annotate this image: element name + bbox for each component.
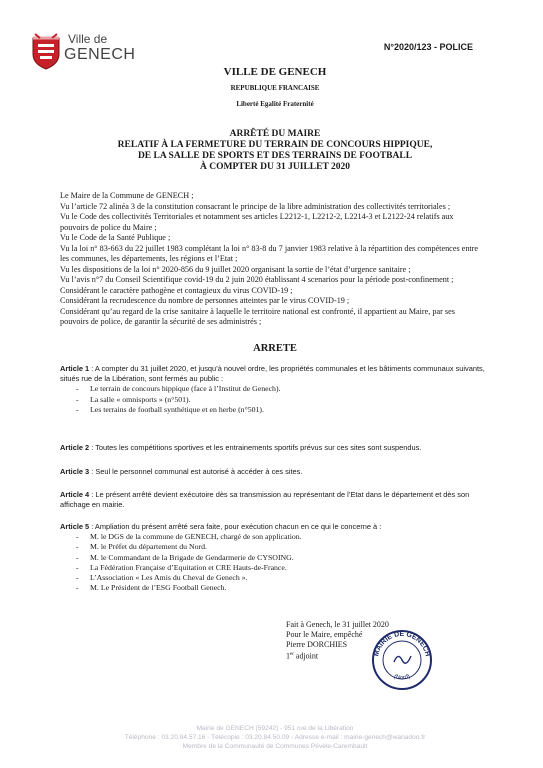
consideration-line: Vu le Code de la Santé Publique ; (60, 233, 171, 242)
list-item: - M. le DGS de la commune de GENECH, chargé de son application. (60, 532, 485, 542)
list-item: - Le terrain de concours hippique (face à l’Institut de Genech). (60, 384, 485, 394)
list-item: - La salle « omnisports » (n°501). (60, 395, 485, 405)
article-text: : Seul le personnel communal est autorisé à accéder à ces sites. (89, 467, 303, 476)
consideration-line: Considérant qu’au regard de la crise sanitaire à laquelle le territoire national est confronté, il appartient au Maire, par ses pouvoirs de police, de garantir la sécurité de ses administrés ; (60, 306, 455, 326)
consideration-line: Vu le Code des collectivités Territoriales et notamment ses articles L2212-1, L2212-2, L2214-3 et L2122-24 relatifs aux pouvoirs de police du Maire ; (60, 212, 454, 232)
article-5 (60, 522, 485, 593)
svg-text:(Nord) (393, 674, 411, 682)
footer-membership: Membre de la Communauté de Communes Pévèle-Carembault (182, 743, 368, 750)
consideration-line: Considérant la recrudescence du nombre de personnes atteintes par le virus COVID-19 ; (60, 296, 350, 305)
decree-title-line: RELATIF À LA FERMETURE DU TERRAIN DE CONCOURS HIPPIQUE, (117, 140, 433, 150)
decree-reference-number: N°2020/123 - POLICE (383, 42, 473, 52)
decree-title-line: DE LA SALLE DE SPORTS ET DES TERRAINS DE FOOTBALL (137, 151, 413, 161)
stamp-top-text: MAIRIE DE GENECH (373, 630, 431, 658)
list-item: - L’Association « Les Amis du Cheval de Genech ». (60, 573, 485, 583)
signatory-role: 1er adjoint (286, 651, 319, 661)
article-label: Article 2 (60, 443, 90, 452)
article-1 (60, 364, 485, 415)
decree-title-line: À COMPTER DU 31 JUILLET 2020 (200, 162, 350, 172)
list-item: - M. le Commandant de la Brigade de Gendarmerie de CYSOING. (60, 553, 485, 563)
list-item: - M. le Préfet du département du Nord. (60, 542, 485, 552)
logo-text-genech: GENECH (64, 46, 136, 63)
svg-text:MAIRIE DE GENECH (373, 631, 431, 657)
article-label: Article 5 (60, 522, 90, 531)
article-2 (60, 443, 485, 453)
article-label: Article 4 (60, 490, 90, 499)
consideration-line: Vu les dispositions de la loi n° 2020-856 du 9 juillet 2020 organisant la sortie de l’état d’urgence sanitaire ; (60, 264, 411, 274)
article-text: : Toutes les compétitions sportives et les entrainements sportifs prévus sur ces sites sont suspendus. (89, 443, 422, 452)
consideration-line: Le Maire de la Commune de GENECH ; (60, 191, 194, 200)
arrete-heading: ARRETE (253, 343, 297, 354)
footer-address: Mairie de GENECH (59242) - 951 rue de la Libération (196, 725, 354, 732)
article-label: Article 3 (60, 467, 90, 476)
consideration-line: Considérant le caractère pathogène et contagieux du virus COVID-19 ; (60, 285, 293, 295)
article-3 (60, 467, 485, 477)
legal-considerations (60, 191, 480, 328)
footer (40, 724, 510, 751)
motto-line: Liberté Egalité Fraternité (236, 100, 314, 108)
coat-of-arms-icon (30, 32, 62, 70)
closed-sites-list (60, 384, 485, 415)
recipients-list (60, 532, 485, 593)
mairie-stamp-icon (370, 628, 434, 692)
article-4 (60, 490, 485, 510)
consideration-line: Vu la loi n° 83-663 du 22 juillet 1983 complétant la loi n° 83-8 du 7 janvier 1983 relative à la répartition des compétences entre les communes, les départements, les régions et l’Etat ; (60, 243, 479, 263)
signature-on-behalf: Pour le Maire, empêché (286, 630, 363, 639)
list-item: - La Fédération Française d’Equitation et CRE Hauts-de-France. (60, 563, 485, 573)
consideration-line: Vu l’avis n°7 du Conseil Scientifique covid-19 du 2 juin 2020 établissant 4 scenarios pour la période post-confinement ; (60, 275, 454, 284)
stamp-bottom-text: (Nord) (392, 673, 412, 682)
article-text: : Le présent arrêté devient exécutoire dès sa transmission au représentant de l’Etat dans le département et dès son affichage en mairie. (60, 490, 470, 510)
logo-text-ville: Ville de (68, 32, 108, 46)
city-heading: VILLE DE GENECH (223, 66, 327, 78)
footer-contact: Téléphone : 03.20.84.57.16 - Télécopie : 03.20.84.50.09 - Adresse e-mail : mairie-genech@wanadoo.fr (124, 734, 426, 741)
republic-line: REPUBLIQUE FRANCAISE (230, 84, 320, 92)
article-text: : A compter du 31 juillet 2020, et jusqu’à nouvel ordre, les propriétés communales et les bâtiments communaux suivants, situés rue de la Libération, sont fermés au public : (60, 364, 485, 384)
consideration-line: Vu l’article 72 alinéa 3 de la constitution consacrant le principe de la libre administration des collectivités territoriales ; (60, 201, 451, 211)
signatory-name: Pierre DORCHIES (286, 640, 348, 649)
list-item: - M. Le Président de l’ESG Football Genech. (60, 583, 485, 593)
decree-title-line: ARRÊTÉ DU MAIRE (229, 129, 321, 139)
article-label: Article 1 (60, 364, 90, 373)
article-text: : Ampliation du présent arrêté sera faite, pour exécution chacun en ce qui le concerne à : (89, 522, 382, 531)
signature-place-date: Fait à Genech, le 31 juillet 2020 (286, 620, 389, 629)
decree-title (60, 129, 490, 173)
list-item: - Les terrains de football synthétique et en herbe (n°501). (60, 405, 485, 415)
